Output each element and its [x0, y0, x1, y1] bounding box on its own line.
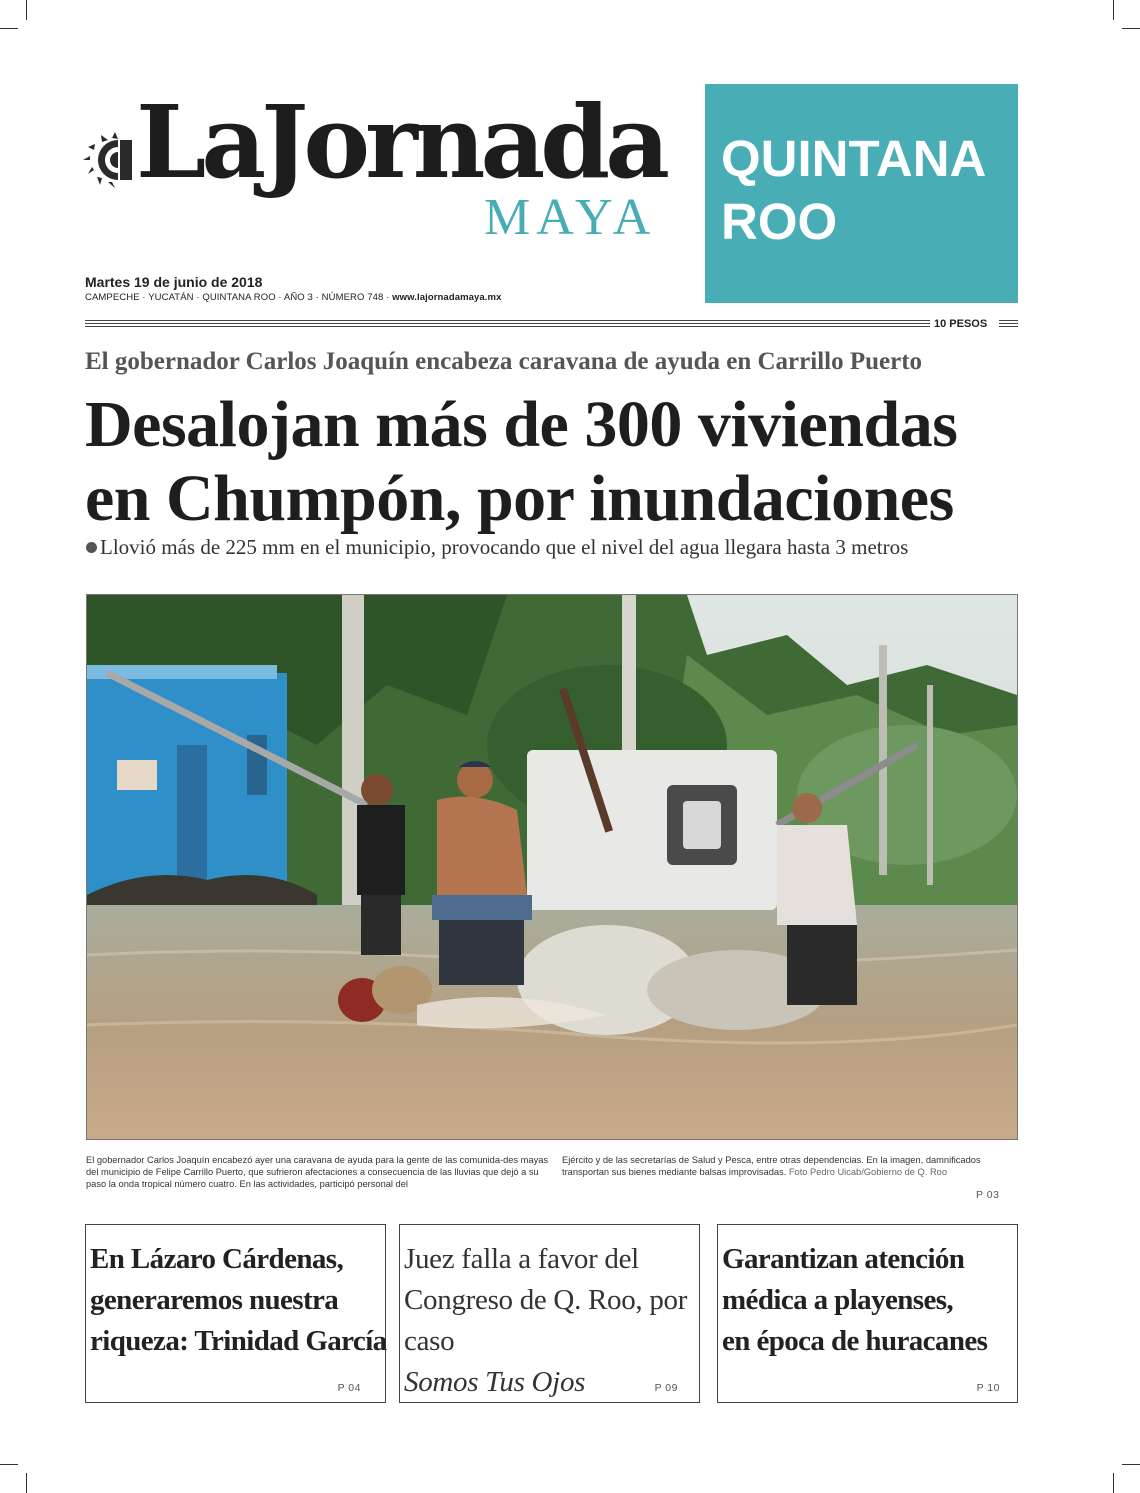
crop-mark [26, 0, 27, 20]
teaser-line: Congreso de Q. Roo, por [404, 1284, 688, 1316]
edition-line-1: QUINTANA [721, 130, 987, 187]
crop-mark [1113, 0, 1114, 20]
bullet-icon [86, 542, 97, 553]
crop-mark [1122, 28, 1140, 29]
teaser-headline [90, 1239, 387, 1362]
lead-page-ref[interactable]: P 03 [976, 1189, 1000, 1201]
teaser-line-prefix: caso [404, 1325, 455, 1357]
issue-meta-text: CAMPECHE · YUCATÁN · QUINTANA ROO · AÑO 3 · NÚMERO 748 · [85, 292, 393, 303]
masthead-title: LaJornada [136, 83, 666, 201]
lead-subhead-text: Llovió más de 225 mm en el municipio, provocando que el nivel del agua llegara hasta 3 metros [100, 535, 909, 559]
teaser-line [404, 1321, 687, 1403]
masthead-rule [85, 320, 930, 329]
edition-badge [705, 84, 1018, 303]
teaser-page-ref: P 10 [976, 1382, 1000, 1394]
crop-mark [0, 28, 18, 29]
teaser-line: Garantizan atención [722, 1243, 965, 1275]
teaser-line: riqueza: Trinidad García [90, 1325, 387, 1357]
lead-photo[interactable] [86, 594, 1018, 1140]
issue-meta [85, 292, 501, 303]
crop-mark [1122, 1464, 1140, 1465]
masthead-rule-right [999, 320, 1018, 329]
teaser-box[interactable] [399, 1224, 700, 1403]
photo-caption-text: Ejército y de las secretarías de Salud y Pesca, entre otras dependencias. En la imagen, damnificados transportan sus bienes mediante balsas improvisadas. [562, 1155, 981, 1177]
sun-logo-icon [82, 130, 132, 190]
flood-photo-illustration [87, 595, 1017, 1139]
teaser-line: Juez falla a favor del [404, 1243, 639, 1275]
edition-line-2: ROO [721, 193, 838, 250]
price-label: 10 PESOS [934, 318, 988, 330]
photo-credit: Foto Pedro Uicab/Gobierno de Q. Roo [788, 1167, 948, 1177]
teaser-headline [722, 1239, 987, 1362]
teaser-line: generaremos nuestra [90, 1284, 339, 1316]
crop-mark [0, 1464, 18, 1465]
photo-caption-col-1: El gobernador Carlos Joaquín encabezó ayer una caravana de ayuda para la gente de las comunida-des mayas del municipio de Felipe Carrillo Puerto, que sufrieron afectaciones a consecuencia de las lluvias que dejó a su paso la onda tropical número cuatro. En las actividades, participó personal del [86, 1155, 549, 1189]
issue-date: Martes 19 de junio de 2018 [85, 274, 263, 290]
photo-caption-col-2 [562, 1154, 1024, 1178]
teaser-page-ref: P 04 [337, 1382, 361, 1394]
masthead-subtitle: MAYA [484, 189, 657, 246]
teaser-page-ref: P 09 [654, 1382, 678, 1394]
teaser-line-italic: Somos Tus Ojos [404, 1366, 586, 1398]
website-link[interactable]: www.lajornadamaya.mx [392, 292, 502, 303]
teaser-line: médica a playenses, [722, 1284, 954, 1316]
teaser-box[interactable] [85, 1224, 386, 1403]
teaser-line: en época de huracanes [722, 1325, 988, 1357]
lead-subhead [86, 535, 908, 560]
lead-kicker: El gobernador Carlos Joaquín encabeza caravana de ayuda en Carrillo Puerto [85, 348, 923, 375]
crop-mark [1113, 1473, 1114, 1493]
headline-line-1: Desalojan más de 300 viviendas [85, 388, 958, 461]
teaser-headline [404, 1239, 687, 1403]
lead-headline[interactable] [85, 388, 1045, 536]
teaser-line: En Lázaro Cárdenas, [90, 1243, 344, 1275]
crop-mark [26, 1473, 27, 1493]
headline-line-2: en Chumpón, por inundaciones [85, 462, 954, 535]
teaser-box[interactable] [717, 1224, 1018, 1403]
